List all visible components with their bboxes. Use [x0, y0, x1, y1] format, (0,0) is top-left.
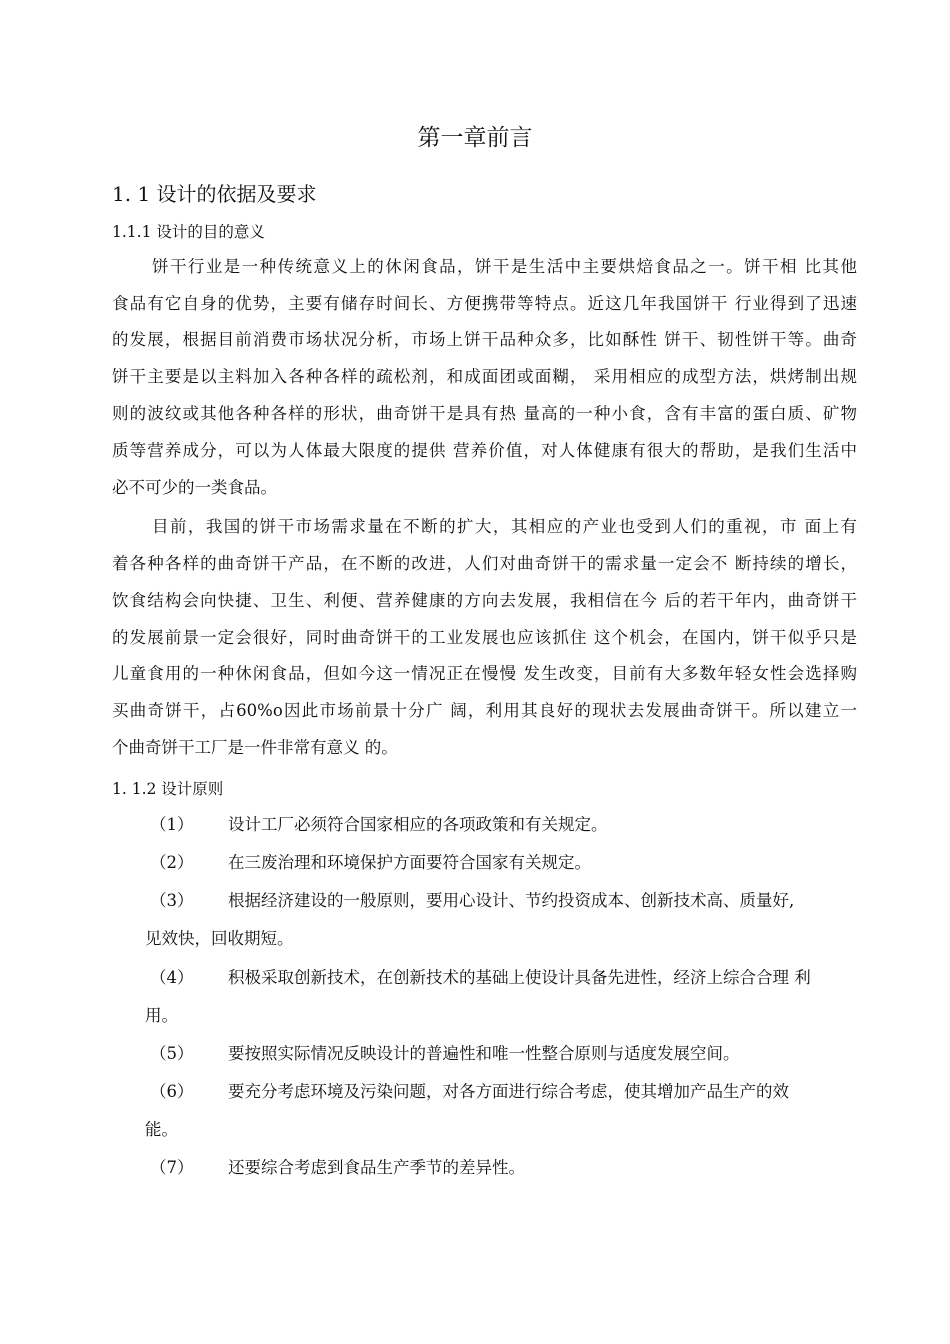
list-item-continuation: 能。: [145, 1120, 178, 1139]
list-number: （6）: [150, 1082, 194, 1101]
list-item: 根据经济建设的一般原则，要用心设计、节约投资成本、创新技术高、质量好,: [228, 891, 795, 910]
subsection-heading: 1. 1.2 设计原则: [112, 780, 224, 798]
text-line: 饮食结构会向快捷、卫生、利便、营养健康的方向去发展，我相信在今 后的若干年内，曲奇饼干: [112, 591, 857, 610]
chapter-title: 第一章前言: [417, 125, 533, 151]
list-item-continuation: 用。: [145, 1006, 178, 1025]
text-line: 的发展前景一定会很好，同时曲奇饼干的工业发展也应该抓住 这个机会，在国内，饼干似乎只是: [112, 628, 857, 647]
list-number: （1）: [150, 815, 194, 834]
text-line: 目前，我国的饼干市场需求量在不断的扩大，其相应的产业也受到人们的重视，市 面上有: [152, 517, 857, 536]
subsection-heading: 1.1.1 设计的目的意义: [112, 223, 265, 241]
list-item-continuation: 见效快，回收期短。: [145, 929, 294, 948]
list-number: （7）: [150, 1158, 194, 1177]
list-item: 要充分考虑环境及污染问题，对各方面进行综合考虑，使其增加产品生产的效: [228, 1082, 789, 1101]
text-line: 饼干行业是一种传统意义上的休闲食品，饼干是生活中主要烘焙食品之一。饼干相 比其他: [152, 257, 857, 276]
list-item: 要按照实际情况反映设计的普遍性和唯一性整合原则与适度发展空间。: [228, 1044, 740, 1063]
text-line: 饼干主要是以主料加入各种各样的疏松剂，和成面团或面糊， 采用相应的成型方法，烘烤制出规: [112, 367, 857, 386]
text-line: 买曲奇饼干，占60%o因此市场前景十分广 阔，利用其良好的现状去发展曲奇饼干。所以建立一: [112, 701, 857, 720]
list-number: （5）: [150, 1044, 194, 1063]
list-number: （2）: [150, 853, 194, 872]
text-line: 则的波纹或其他各种各样的形状，曲奇饼干是具有热 量高的一种小食，含有丰富的蛋白质、矿物: [112, 404, 857, 423]
text-line: 质等营养成分，可以为人体最大限度的提供 营养价值，对人体健康有很大的帮助，是我们生活中: [112, 441, 857, 460]
list-item: 在三废治理和环境保护方面要符合国家有关规定。: [228, 853, 591, 872]
text-line: 食品有它自身的优势，主要有储存时间长、方便携带等特点。近这几年我国饼干 行业得到了迅速: [112, 294, 857, 313]
text-line: 儿童食用的一种休闲食品，但如今这一情况正在慢慢 发生改变，目前有大多数年轻女性会选择购: [112, 664, 857, 683]
list-item: 设计工厂必须符合国家相应的各项政策和有关规定。: [228, 815, 608, 834]
text-line: 的发展，根据目前消费市场状况分析，市场上饼干品种众多，比如酥性 饼干、韧性饼干等。曲奇: [112, 330, 857, 349]
text-line: 必不可少的一类食品。: [112, 478, 277, 497]
list-item: 积极采取创新技术，在创新技术的基础上使设计具备先进性，经济上综合合理 利: [228, 968, 811, 987]
text-line: 着各种各样的曲奇饼干产品，在不断的改进，人们对曲奇饼干的需求量一定会不 断持续的增长，: [112, 554, 857, 573]
text-line: 个曲奇饼干工厂是一件非常有意义 的。: [112, 738, 398, 757]
list-number: （3）: [150, 891, 194, 910]
section-heading: 1. 1 设计的依据及要求: [112, 182, 317, 206]
list-number: （4）: [150, 968, 194, 987]
list-item: 还要综合考虑到食品生产季节的差异性。: [228, 1158, 525, 1177]
